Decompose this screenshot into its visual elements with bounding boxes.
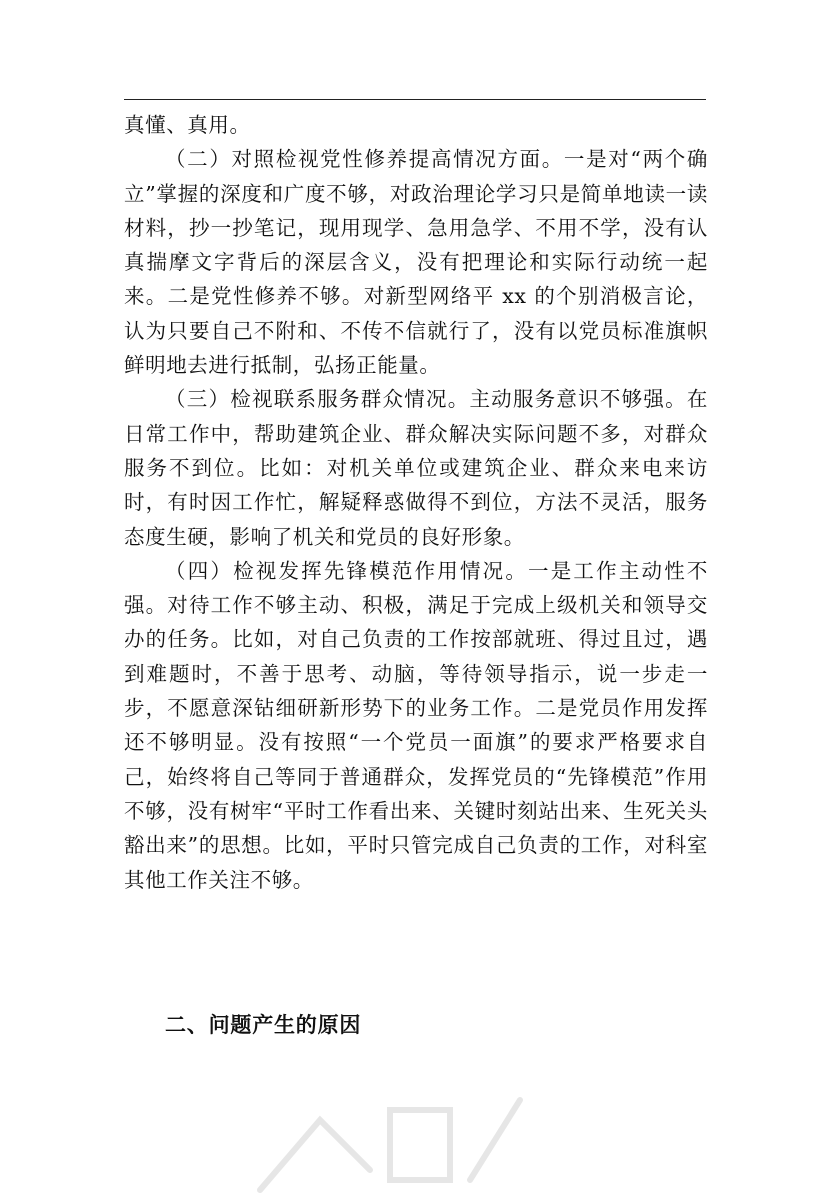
- paragraph-vanguard-role: （四）检视发挥先锋模范作用情况。一是工作主动性不强。对待工作不够主动、积极，满足于完成上级机关和领导交办的任务。比如，对自己负责的工作按部就班、得过且过，遇到难题时，不善于思考、动脑，等待领导指示，说一步走一步，不愿意深钻细研新形势下的业务工作。二是党员作用发挥还不够明显。没有按照“一个党员一面旗”的要求严格要求自己，始终将自己等同于普通群众，发挥党员的“先锋模范”作用不够，没有树牢“平时工作看出来、关键时刻站出来、生死关头豁出来”的思想。比如，平时只管完成自己负责的工作，对科室其他工作关注不够。: [124, 558, 708, 892]
- paragraph-party-spirit: （二）对照检视党性修养提高情况方面。一是对“两个确立”掌握的深度和广度不够，对政治理论学习只是简单地读一读材料，抄一抄笔记，现用现学、急用急学、不用不学，没有认真揣摩文字背后的深层含义，没有把理论和实际行动统一起来。二是党性修养不够。对新型网络平 xx 的个别消极言论，认为只要自己不附和、不传不信就行了，没有以党员标准旗帜鲜明地去进行抵制，弘扬正能量。: [124, 147, 708, 378]
- paragraph-continuation: 真懂、真用。: [124, 113, 251, 137]
- watermark-icon: [240, 1080, 540, 1200]
- body-text: [124, 108, 708, 897]
- header-rule: [124, 99, 706, 100]
- section-heading: 二、问题产生的原因: [165, 1013, 362, 1037]
- paragraph-serving-masses: （三）检视联系服务群众情况。主动服务意识不够强。在日常工作中，帮助建筑企业、群众解决实际问题不多，对群众服务不到位。比如：对机关单位或建筑企业、群众来电来访时，有时因工作忙，解疑释惑做得不到位，方法不灵活，服务态度生硬，影响了机关和党员的良好形象。: [124, 387, 708, 549]
